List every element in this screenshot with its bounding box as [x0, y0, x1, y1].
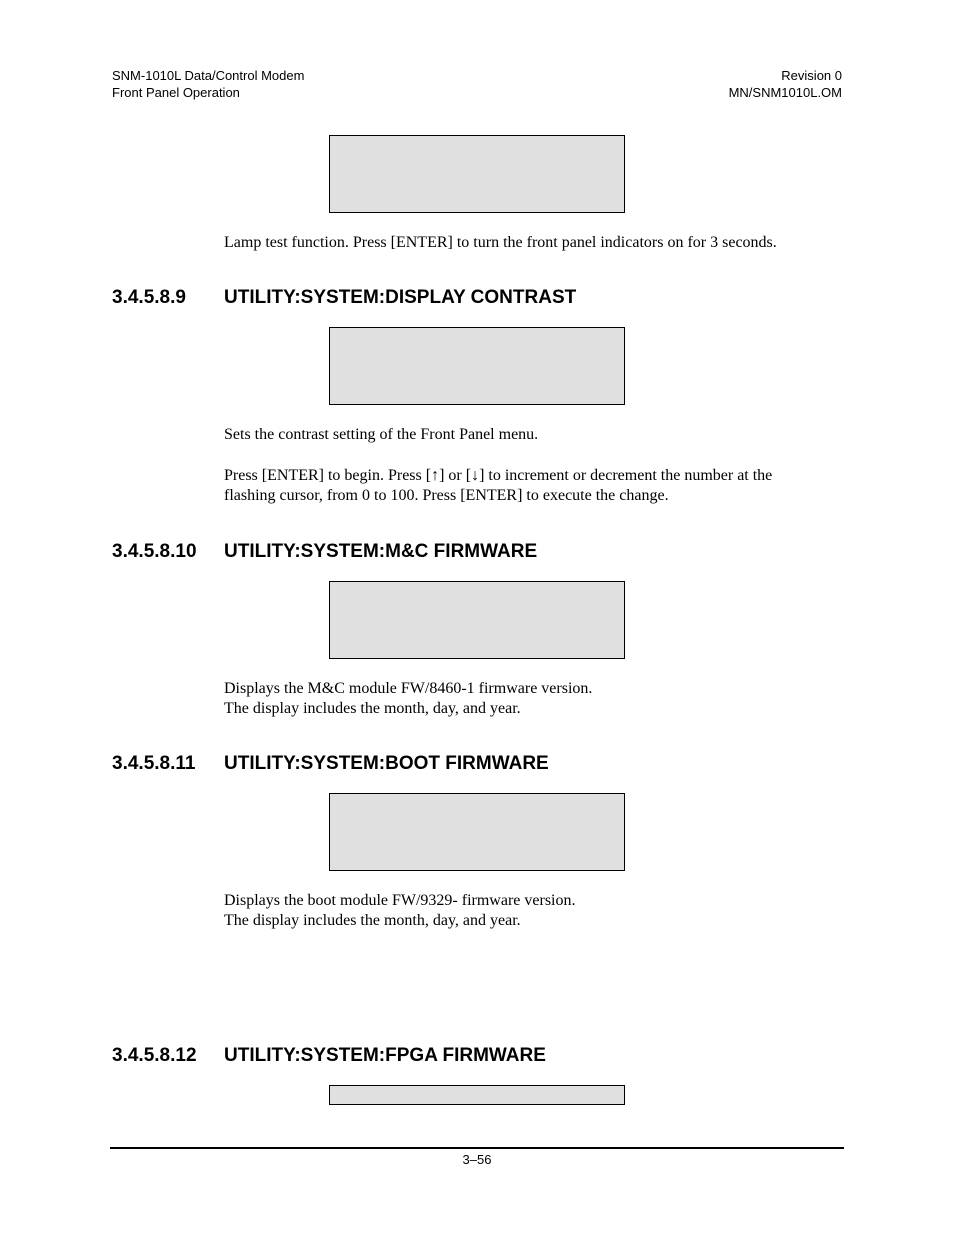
mc-firmware-description: Displays the M&C module FW/8460-1 firmware version. The display includes the month, day, and year. — [224, 680, 593, 717]
section-title: UTILITY:SYSTEM:M&C FIRMWARE — [224, 541, 538, 562]
lamp-test-description: Lamp test function. Press [ENTER] to turn the front panel indicators on for 3 seconds. — [224, 234, 777, 251]
section-number: 3.4.5.8.9 — [112, 287, 186, 308]
section-number: 3.4.5.8.10 — [112, 541, 197, 562]
section-heading-boot-firmware — [112, 753, 549, 775]
boot-firmware-description: Displays the boot module FW/9329- firmware version. The display includes the month, day, and year. — [224, 892, 576, 929]
header-left — [112, 67, 304, 101]
display-contrast-description: Sets the contrast setting of the Front Panel menu. — [224, 426, 539, 443]
section-heading-mc-firmware — [112, 541, 537, 563]
section-heading-fpga-firmware — [112, 1045, 546, 1067]
chapter-title: Front Panel Operation — [112, 85, 240, 100]
lcd-display-boot-firmware — [329, 793, 625, 871]
lcd-display-mc-firmware — [329, 581, 625, 659]
lcd-display-fpga-firmware — [329, 1085, 625, 1105]
footer-rule — [110, 1147, 844, 1149]
page-number: 3–56 — [462, 1152, 492, 1167]
section-number: 3.4.5.8.12 — [112, 1045, 197, 1066]
manual-number: MN/SNM1010L.OM — [728, 85, 842, 100]
header-right — [729, 67, 842, 101]
section-title: UTILITY:SYSTEM:FPGA FIRMWARE — [224, 1045, 546, 1066]
section-title: UTILITY:SYSTEM:DISPLAY CONTRAST — [224, 287, 577, 308]
lcd-display-lamp-test — [329, 135, 625, 213]
lcd-display-contrast — [329, 327, 625, 405]
section-heading-display-contrast — [112, 287, 576, 309]
section-number: 3.4.5.8.11 — [112, 753, 196, 774]
document-title: SNM-1010L Data/Control Modem — [112, 68, 305, 83]
section-title: UTILITY:SYSTEM:BOOT FIRMWARE — [224, 753, 549, 774]
revision-label: Revision 0 — [781, 68, 842, 83]
display-contrast-instructions: Press [ENTER] to begin. Press [↑] or [↓] to increment or decrement the number at the flashing cursor, from 0 to 100. Press [ENTER] to execute the change. — [224, 467, 773, 504]
